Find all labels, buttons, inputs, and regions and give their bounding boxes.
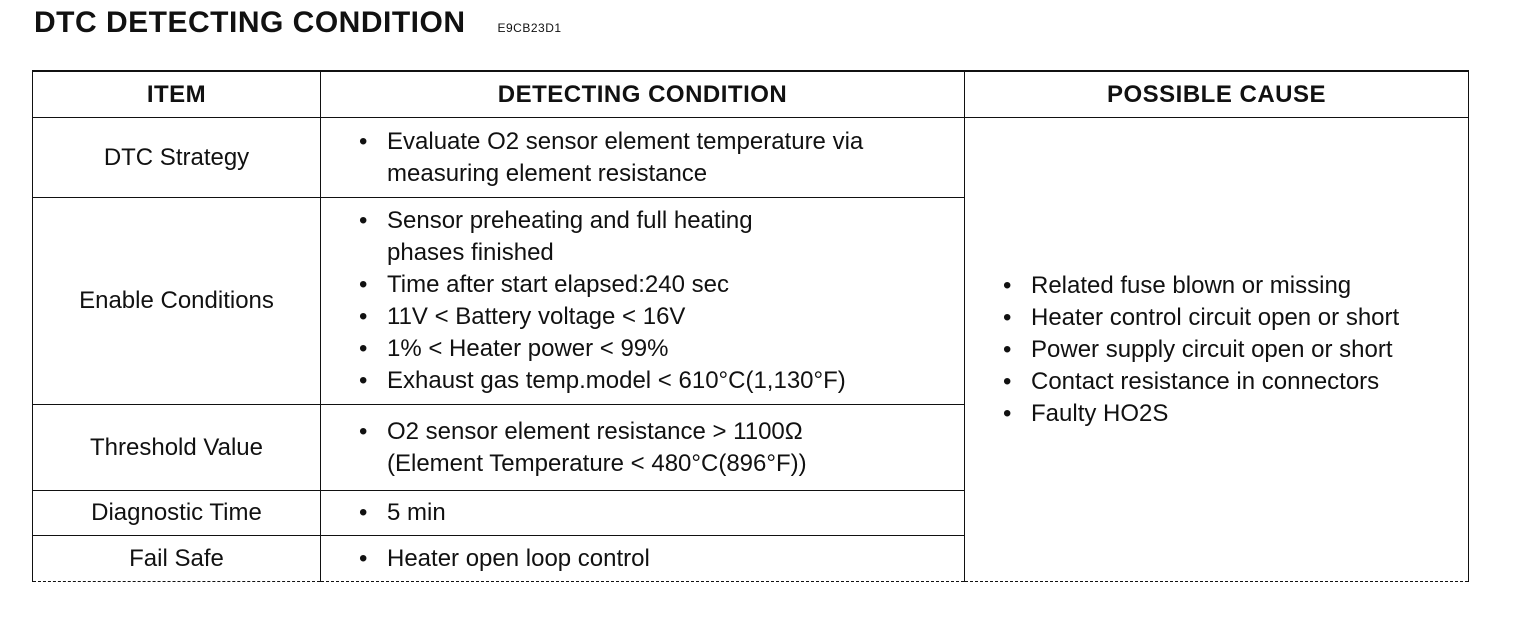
item-cell: Threshold Value [33,405,321,491]
list-item: • 5 min [359,497,964,529]
item-cell: DTC Strategy [33,118,321,198]
condition-cell [321,198,965,405]
column-header-cause: POSSIBLE CAUSE [965,71,1469,118]
condition-list [359,497,964,529]
list-item: • 11V < Battery voltage < 16V [359,301,964,333]
document-code: E9CB23D1 [497,21,562,35]
condition-list [359,205,964,397]
list-item: • Power supply circuit open or short [1003,334,1468,366]
list-item: • Faulty HO2S [1003,398,1468,430]
list-item: • 1% < Heater power < 99% [359,333,964,365]
list-item: • Sensor preheating and full heating phases finished [359,205,827,269]
list-item: • Exhaust gas temp.model < 610°C(1,130°F) [359,365,964,397]
possible-cause-list [1003,270,1468,430]
item-cell: Fail Safe [33,536,321,582]
condition-cell [321,118,965,198]
condition-list [359,543,964,575]
list-item: • Contact resistance in connectors [1003,366,1468,398]
column-header-condition: DETECTING CONDITION [321,71,965,118]
item-cell: Enable Conditions [33,198,321,405]
condition-list [359,416,964,480]
list-item: • O2 sensor element resistance > 1100Ω (Element Temperature < 480°C(896°F)) [359,416,887,480]
page-title: DTC DETECTING CONDITION [34,6,466,39]
condition-list [359,126,964,190]
condition-cell [321,536,965,582]
condition-cell [321,491,965,536]
condition-cell [321,405,965,491]
list-item: • Related fuse blown or missing [1003,270,1468,302]
item-cell: Diagnostic Time [33,491,321,536]
section-heading [34,6,562,40]
table-row [33,118,1469,198]
list-item: • Heater open loop control [359,543,964,575]
dtc-condition-table [32,70,1469,582]
list-item: • Heater control circuit open or short [1003,302,1468,334]
list-item: • Time after start elapsed:240 sec [359,269,964,301]
list-item: • Evaluate O2 sensor element temperature via measuring element resistance [359,126,907,190]
possible-cause-cell [965,118,1469,582]
table-header-row [33,71,1469,118]
column-header-item: ITEM [33,71,321,118]
